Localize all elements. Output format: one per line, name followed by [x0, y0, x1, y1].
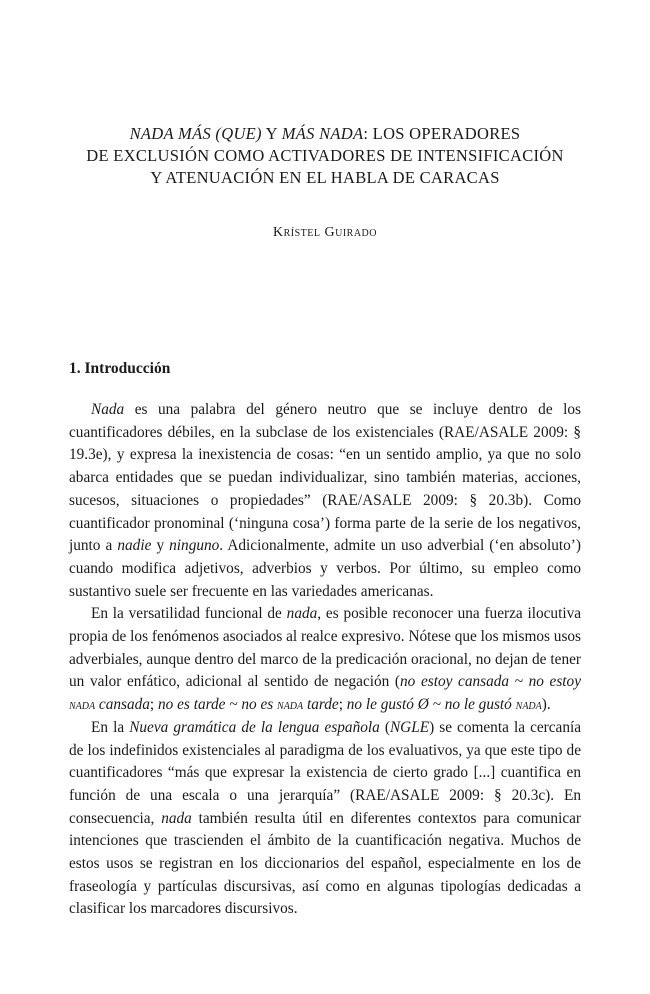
title-line-3: Y ATENUACIÓN EN EL HABLA DE CARACAS [150, 168, 500, 187]
paragraph-3: En la Nueva gramática de la lengua española (NGLE) se comenta la cercanía de los indefinidos existenciales al paradigma de los evaluativos, ya que este tipo de cuantificadores “más que expresar la existencia de cierto grado [...] cuantifica en función de una escala o una jerarquía” (RAE/ASALE 2009: § 20.3c). En consecuencia, nada también resulta útil en diferentes contextos para comunicar intenciones que trascienden el ámbito de la cuantificación negativa. Muchos de estos usos se registran en los diccionarios del español, especialmente en los de fraseología y partículas discursivas, así como en algunas tipologías dedicadas a clasificar los marcadores discursivos. [69, 718, 582, 918]
title-line-2: DE EXCLUSIÓN COMO ACTIVADORES DE INTENSIFICACIÓN [86, 146, 564, 165]
author-name: Krístel Guirado [273, 225, 377, 240]
title-term-nada-mas-que: NADA MÁS (QUE) [129, 124, 262, 143]
section-heading: 1. Introducción [69, 360, 171, 377]
title-line-1: NADA MÁS (QUE) Y MÁS NADA: LOS OPERADORES [129, 124, 521, 143]
paragraph-2: En la versatilidad funcional de nada, es posible reconocer una fuerza ilocutiva propia de los fenómenos asociados al realce expresivo. Nótese que los mismos usos adverbiales, aunque dentro del marco de la predicación oracional, no dejan de tener un valor enfático, adicional al sentido de negación (no estoy cansada ~ no estoy nada cansada; no es tarde ~ no es nada tarde; no le gustó Ø ~ no le gustó nada). [69, 605, 582, 714]
body-text [69, 399, 581, 921]
title-term-mas-nada: MÁS NADA [281, 124, 364, 143]
paragraph-1: Nada es una palabra del género neutro que se incluye dentro de los cuantificadores débiles, en la subclase de los existenciales (RAE/ASALE 2009: § 19.3e), y expresa la inexistencia de cosas: “en un sentido amplio, ya que no solo abarca entidades que se puedan individualizar, sino también materias, acciones, sucesos, situaciones o propiedades” (RAE/ASALE 2009: § 20.3b). Como cuantificador pronominal (‘ninguna cosa’) forma parte de la serie de los negativos, junto a nadie y ninguno. Adicionalmente, admite un uso adverbial (‘en absoluto’) cuando modifica adjetivos, adverbios y verbos. Por último, su empleo como sustantivo suele ser frecuente en las variedades americanas. [69, 401, 581, 600]
article-title [40, 123, 610, 189]
